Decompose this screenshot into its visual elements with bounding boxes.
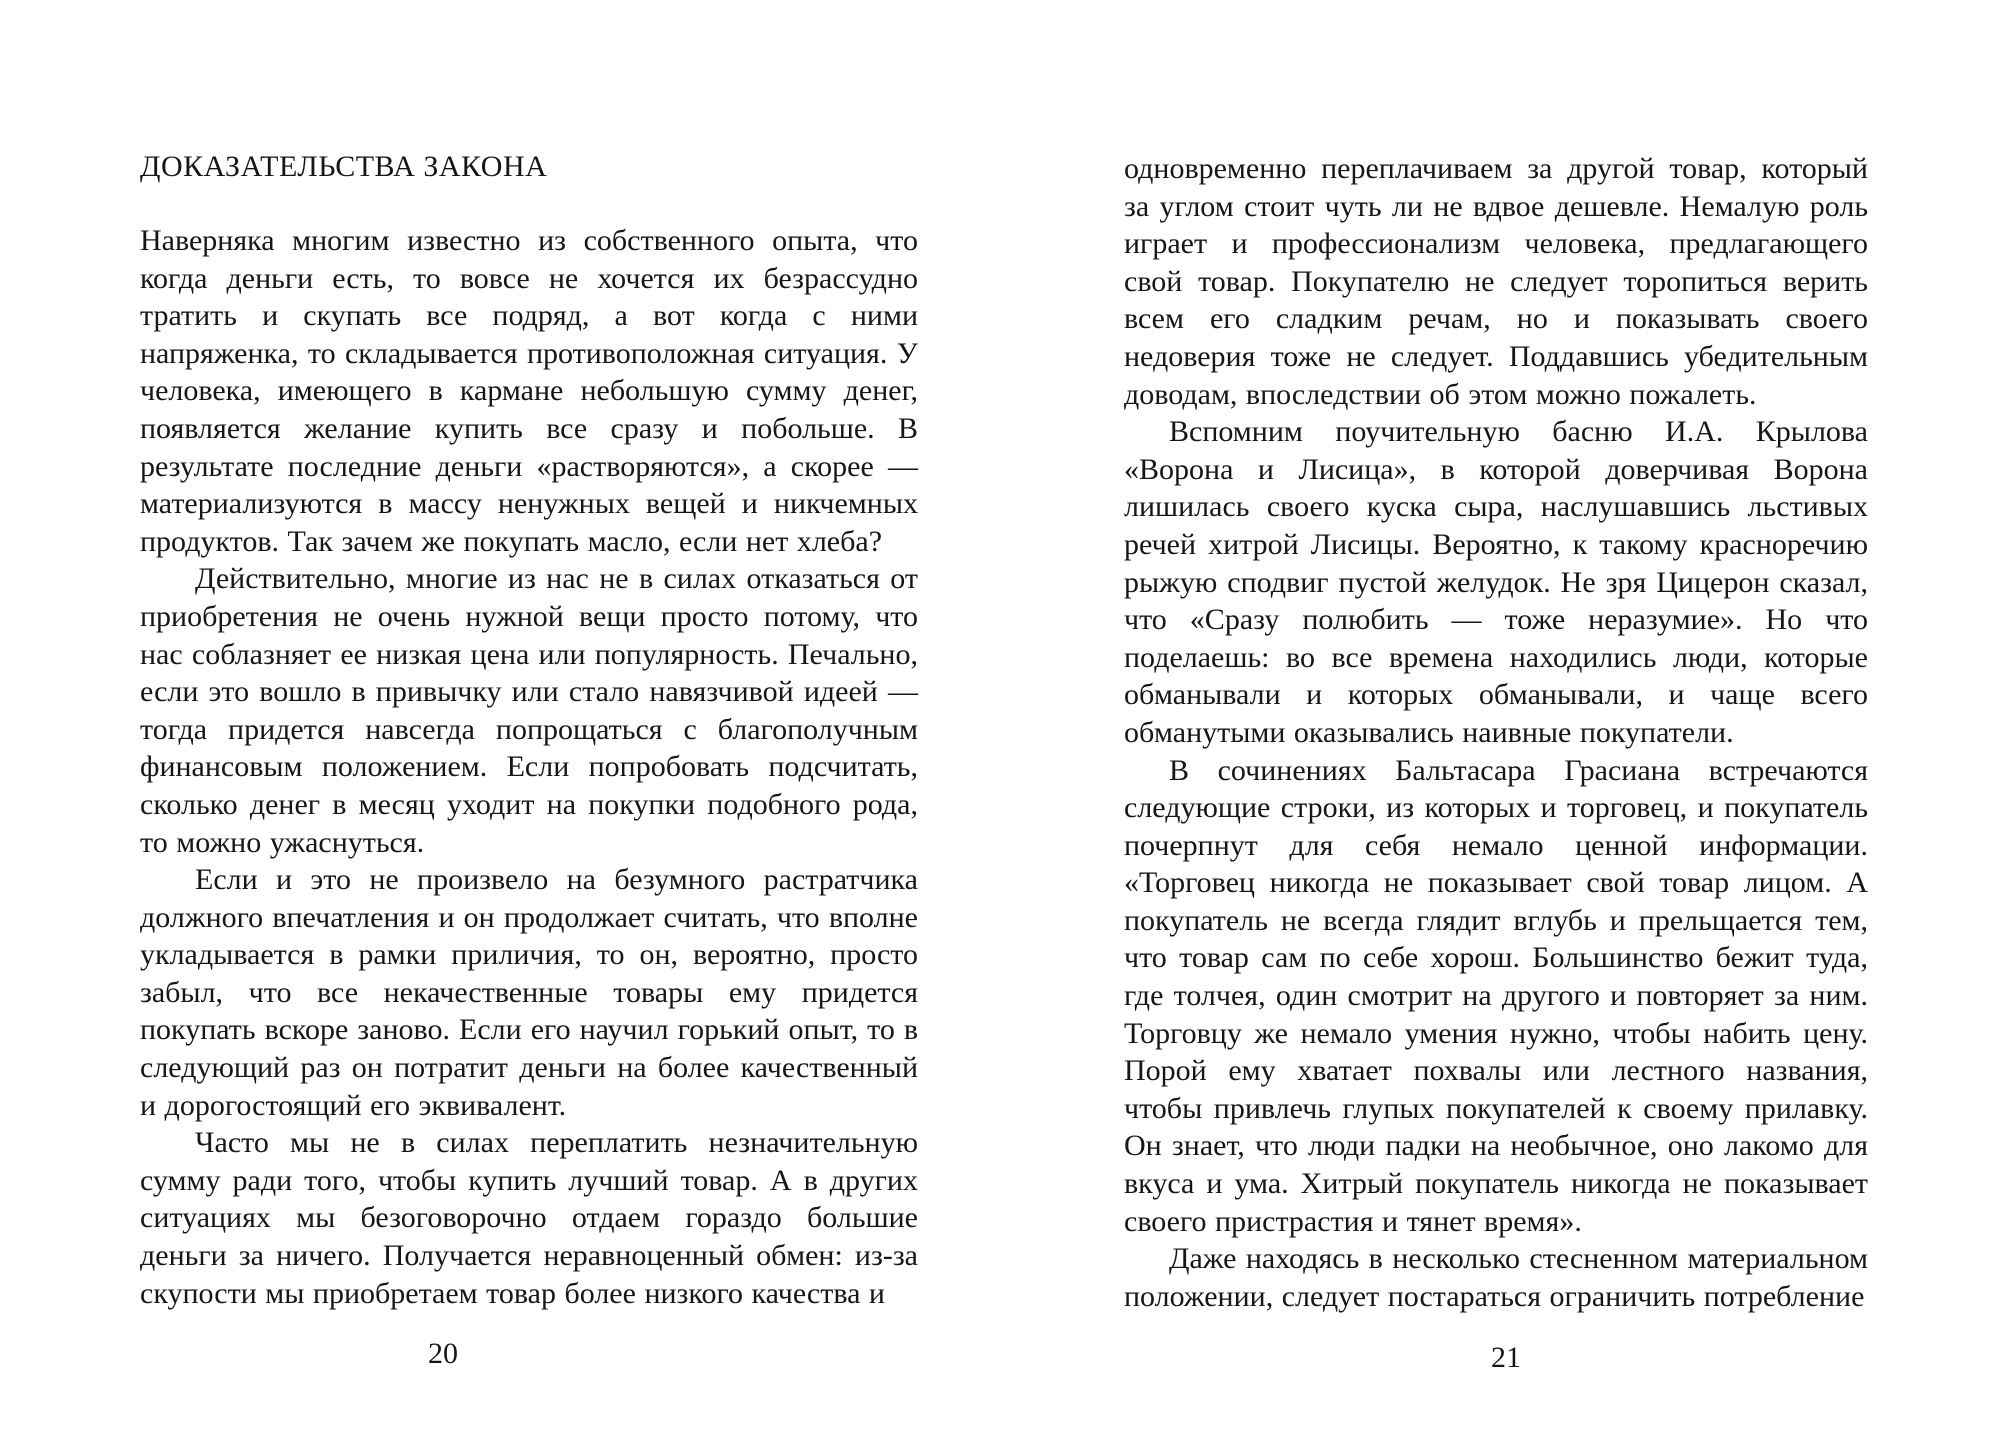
paragraph: Часто мы не в силах переплатить незначительную сумму ради того, чтобы купить лучший товар. А в других ситуациях мы безоговорочно отдаем гораздо большие деньги за ничего. Получается неравноценный обмен: из-за скупости мы приобретаем товар более низкого качества и bbox=[140, 1126, 918, 1310]
page-number-left: 20 bbox=[428, 1337, 458, 1370]
paragraph: Даже находясь в несколько стесненном материальном положении, следует постараться ограничить потребление bbox=[1124, 1242, 1868, 1313]
paragraph: В сочинениях Бальтасара Грасиана встречаются следующие строки, из которых и торговец, и покупатель почерпнут для себя немало ценной информации. «Торговец никогда не показывает свой товар лицом. А покупатель не всегда глядит вглубь и прельщается тем, что товар сам по себе хорош. Большинство бежит туда, где толчея, один смотрит на другого и повторяет за ним. Торговцу же немало умения нужно, чтобы набить цену. Порой ему хватает похвалы или лестного названия, чтобы привлечь глупых покупателей к своему прилавку. Он знает, что люди падки на необычное, оно лакомо для вкуса и ума. Хитрый покупатель никогда не показывает своего пристрастия и тянет время». bbox=[1124, 753, 1868, 1238]
chapter-header: ДОКАЗАТЕЛЬСТВА ЗАКОНА bbox=[140, 150, 548, 183]
page-right bbox=[1124, 150, 1868, 1315]
paragraph: Вспомним поучительную басню И.А. Крылова «Ворона и Лисица», в которой доверчивая Ворона лишилась своего куска сыра, наслушавшись льстивых речей хитрой Лисицы. Вероятно, к такому красноречию рыжую сподвиг пустой желудок. Не зря Цицерон сказал, что «Сразу полюбить — тоже неразумие». Но что поделаешь: во все времена находились люди, которые обманывали и которых обманывали, и чаще всего обманутыми оказывались наивные покупатели. bbox=[1124, 415, 1868, 749]
paragraph: Наверняка многим известно из собственного опыта, что когда деньги есть, то вовсе не хочется их безрассудно тратить и скупать все подряд, а вот когда с ними напряженка, то складывается противоположная ситуация. У человека, имеющего в кармане небольшую сумму денег, появляется желание купить все сразу и побольше. В результате последние деньги «растворяются», а скорее — материализуются в массу ненужных вещей и никчемных продуктов. Так зачем же покупать масло, если нет хлеба? bbox=[140, 224, 918, 558]
paragraph: одновременно переплачиваем за другой товар, который за углом стоит чуть ли не вдвое дешевле. Немалую роль играет и профессионализм человека, предлагающего свой товар. Покупателю не следует торопиться верить всем его сладким речам, но и показывать своего недоверия тоже не следует. Поддавшись убедительным доводам, впоследствии об этом можно пожалеть. bbox=[1124, 152, 1868, 411]
page-number-right: 21 bbox=[1491, 1341, 1521, 1374]
paragraph: Если и это не произвело на безумного растратчика должного впечатления и он продолжает считать, что вполне укладывается в рамки приличия, то он, вероятно, просто забыл, что все некачественные товары ему придется покупать вскоре заново. Если его научил горький опыт, то в следующий раз он потратит деньги на более качественный и дорогостоящий его эквивалент. bbox=[140, 863, 918, 1122]
paragraph: Действительно, многие из нас не в силах отказаться от приобретения не очень нужной вещи просто потому, что нас соблазняет ее низкая цена или популярность. Печально, если это вошло в привычку или стало навязчивой идеей — тогда придется навсегда попрощаться с благополучным финансовым положением. Если попробовать подсчитать, сколько денег в месяц уходит на покупки подобного рода, то можно ужаснуться. bbox=[140, 562, 918, 859]
page-left bbox=[140, 148, 918, 1312]
